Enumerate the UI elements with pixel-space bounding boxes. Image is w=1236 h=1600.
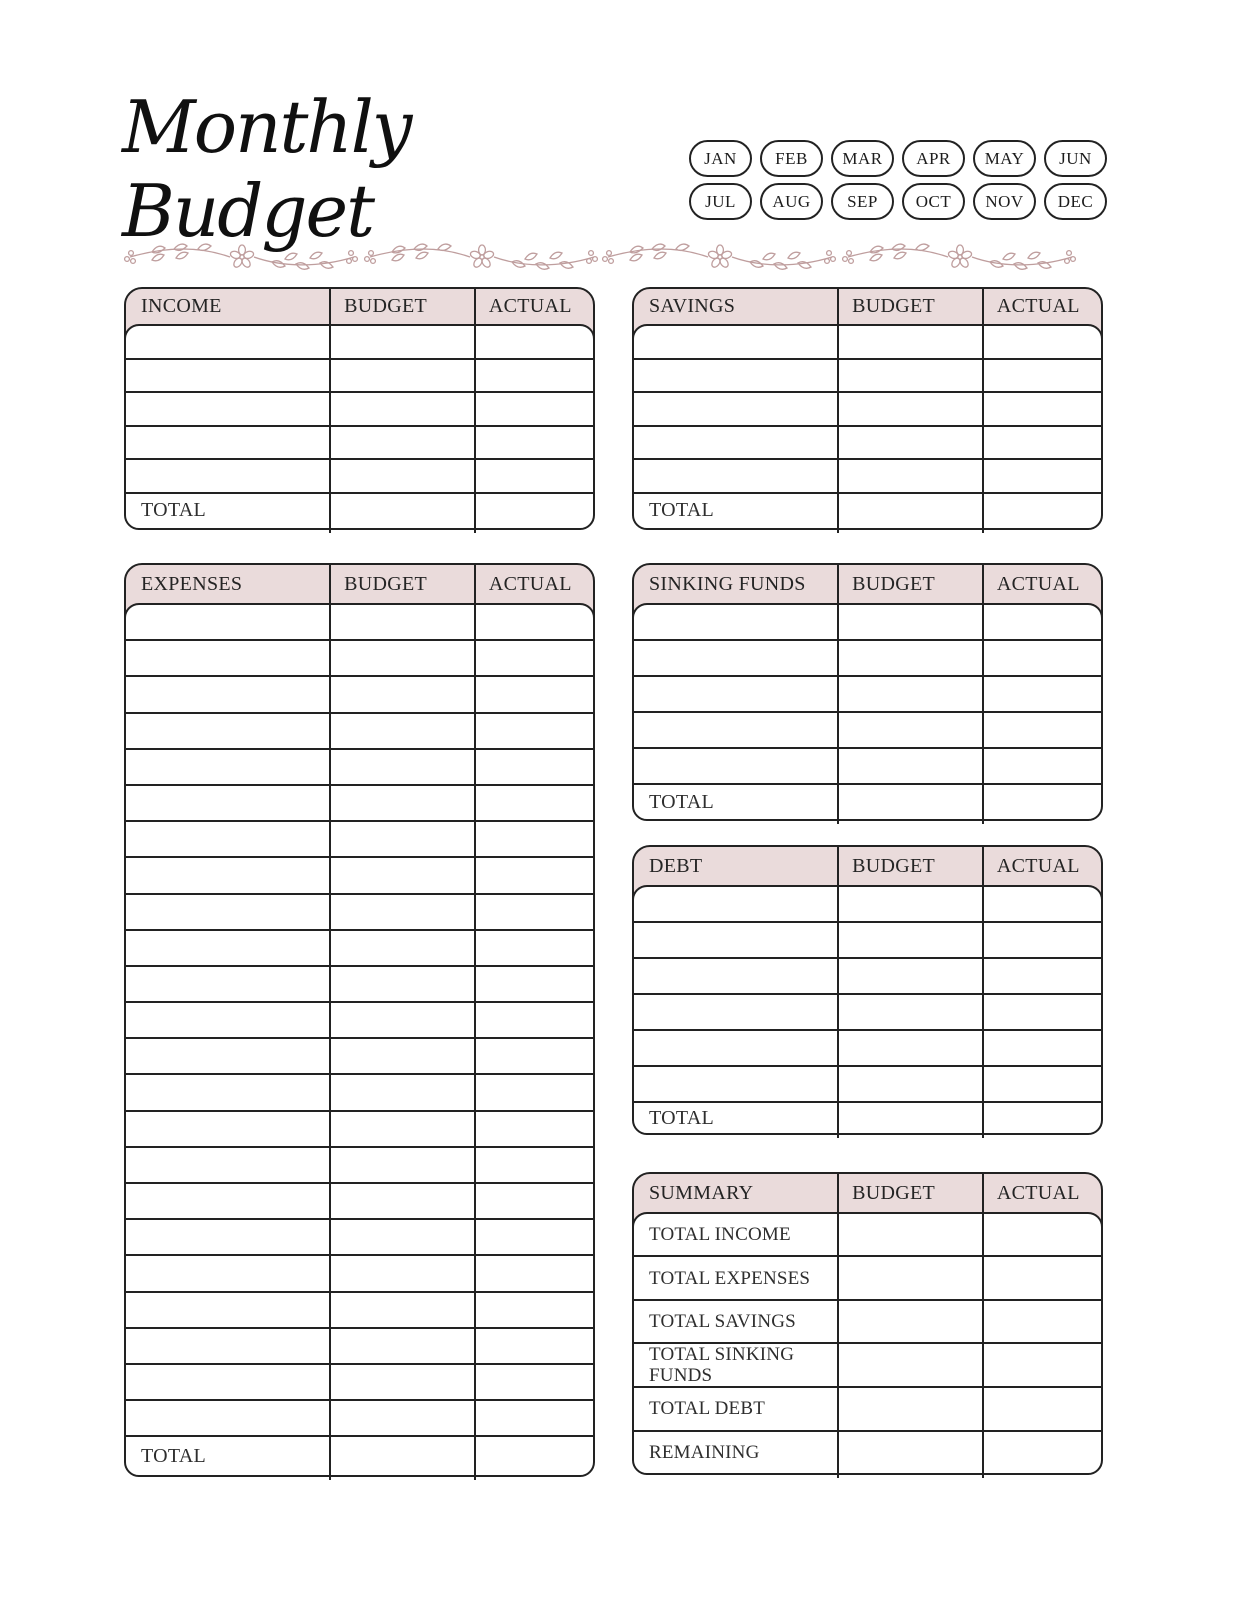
blank-row (126, 1256, 593, 1292)
summary-row-label: TOTAL DEBT (649, 1398, 766, 1420)
summary-table (632, 1172, 1103, 1475)
total-label: TOTAL (141, 499, 207, 522)
expenses-table (124, 563, 595, 1477)
summary-row-label: TOTAL SAVINGS (649, 1311, 796, 1333)
sinking-funds-table-header (634, 565, 1101, 603)
month-pill-mar[interactable]: MAR (831, 140, 894, 177)
budget-column-header: BUDGET (852, 295, 936, 317)
blank-row (126, 895, 593, 931)
month-pill-jul[interactable]: JUL (689, 183, 752, 220)
blank-row (634, 713, 1101, 749)
actual-column-header: ACTUAL (996, 854, 1080, 877)
column-divider (474, 289, 476, 533)
month-pill-apr[interactable]: APR (902, 140, 965, 177)
column-divider (837, 289, 839, 533)
blank-row (126, 822, 593, 858)
savings-table-header (634, 289, 1101, 324)
page-title: Monthly Budget (122, 85, 411, 253)
total-label: TOTAL (649, 790, 715, 813)
column-divider (837, 847, 839, 1138)
savings-table (632, 287, 1103, 530)
blank-row (126, 427, 593, 461)
blank-row (634, 1067, 1101, 1103)
debt-column-header: DEBT (649, 854, 703, 877)
blank-row (634, 959, 1101, 995)
budget-column-header: BUDGET (344, 572, 428, 595)
income-column-header: INCOME (141, 295, 222, 317)
budget-column-header: BUDGET (344, 295, 428, 317)
blank-row (634, 605, 1101, 641)
column-divider (329, 289, 331, 533)
expenses-column-header: EXPENSES (141, 572, 243, 595)
column-divider (982, 1174, 984, 1478)
blank-row (634, 677, 1101, 713)
blank-row (126, 393, 593, 427)
blank-row (126, 1184, 593, 1220)
summary-row-label: TOTAL INCOME (649, 1224, 791, 1246)
blank-row (634, 460, 1101, 494)
blank-row (634, 360, 1101, 394)
column-divider (982, 565, 984, 824)
summary-row-total-debt (634, 1388, 1101, 1431)
month-pill-aug[interactable]: AUG (760, 183, 823, 220)
months-grid (689, 140, 1107, 220)
actual-column-header: ACTUAL (996, 1181, 1080, 1204)
debt-table (632, 845, 1103, 1135)
column-divider (474, 565, 476, 1480)
debt-total-row (634, 1103, 1101, 1133)
summary-row-label: TOTAL SINKING FUNDS (649, 1344, 795, 1387)
blank-row (126, 1293, 593, 1329)
summary-row-total-expenses (634, 1257, 1101, 1300)
budget-column-header: BUDGET (852, 1181, 936, 1204)
blank-row (126, 677, 593, 713)
summary-row-total-income (634, 1214, 1101, 1257)
savings-column-header: SAVINGS (649, 295, 736, 317)
blank-row (126, 786, 593, 822)
income-total-row (126, 494, 593, 529)
blank-row (126, 750, 593, 786)
blank-row (634, 1031, 1101, 1067)
total-label: TOTAL (649, 499, 715, 522)
summary-column-header: SUMMARY (649, 1181, 754, 1204)
actual-column-header: ACTUAL (996, 295, 1080, 317)
blank-row (126, 326, 593, 360)
blank-row (126, 714, 593, 750)
sinking-funds-table (632, 563, 1103, 821)
savings-table-body (632, 324, 1103, 530)
blank-row (126, 858, 593, 894)
total-label: TOTAL (141, 1444, 207, 1467)
blank-row (634, 749, 1101, 785)
blank-row (634, 995, 1101, 1031)
summary-table-header (634, 1174, 1101, 1212)
income-table (124, 287, 595, 530)
blank-row (634, 923, 1101, 959)
month-pill-jun[interactable]: JUN (1044, 140, 1107, 177)
blank-row (126, 1003, 593, 1039)
column-divider (982, 289, 984, 533)
blank-row (126, 1401, 593, 1437)
actual-column-header: ACTUAL (488, 295, 572, 317)
blank-row (634, 326, 1101, 360)
expenses-total-row (126, 1437, 593, 1475)
blank-row (634, 393, 1101, 427)
expenses-table-body (124, 603, 595, 1477)
floral-divider (122, 240, 1080, 274)
blank-row (126, 931, 593, 967)
income-table-header (126, 289, 593, 324)
month-pill-feb[interactable]: FEB (760, 140, 823, 177)
expenses-table-header (126, 565, 593, 603)
month-pill-jan[interactable]: JAN (689, 140, 752, 177)
blank-row (126, 460, 593, 494)
blank-row (634, 427, 1101, 461)
blank-row (126, 1112, 593, 1148)
column-divider (837, 565, 839, 824)
debt-table-header (634, 847, 1101, 885)
blank-row (126, 1075, 593, 1111)
summary-table-body (632, 1212, 1103, 1475)
total-label: TOTAL (649, 1106, 715, 1129)
blank-row (126, 967, 593, 1003)
blank-row (634, 641, 1101, 677)
summary-row-label: TOTAL EXPENSES (649, 1267, 811, 1289)
blank-row (126, 360, 593, 394)
income-table-body (124, 324, 595, 530)
budget-column-header: BUDGET (852, 854, 936, 877)
actual-column-header: ACTUAL (996, 572, 1080, 595)
blank-row (634, 887, 1101, 923)
summary-row-remaining (634, 1432, 1101, 1473)
month-pill-dec[interactable]: DEC (1044, 183, 1107, 220)
summary-row-total-sinking-funds (634, 1344, 1101, 1388)
summary-row-total-savings (634, 1301, 1101, 1344)
savings-total-row (634, 494, 1101, 529)
column-divider (982, 847, 984, 1138)
blank-row (126, 1220, 593, 1256)
sinking-funds-table-body (632, 603, 1103, 821)
month-pill-may[interactable]: MAY (973, 140, 1036, 177)
actual-column-header: ACTUAL (488, 572, 572, 595)
month-pill-nov[interactable]: NOV (973, 183, 1036, 220)
blank-row (126, 1365, 593, 1401)
column-divider (837, 1174, 839, 1478)
column-divider (329, 565, 331, 1480)
sinking-funds-column-header: SINKING FUNDS (649, 572, 806, 595)
blank-row (126, 1148, 593, 1184)
blank-row (126, 1329, 593, 1365)
debt-table-body (632, 885, 1103, 1135)
summary-row-label: REMAINING (649, 1441, 760, 1463)
sinking-funds-total-row (634, 785, 1101, 819)
blank-row (126, 1039, 593, 1075)
blank-row (126, 605, 593, 641)
blank-row (126, 641, 593, 677)
month-pill-oct[interactable]: OCT (902, 183, 965, 220)
budget-column-header: BUDGET (852, 572, 936, 595)
month-pill-sep[interactable]: SEP (831, 183, 894, 220)
